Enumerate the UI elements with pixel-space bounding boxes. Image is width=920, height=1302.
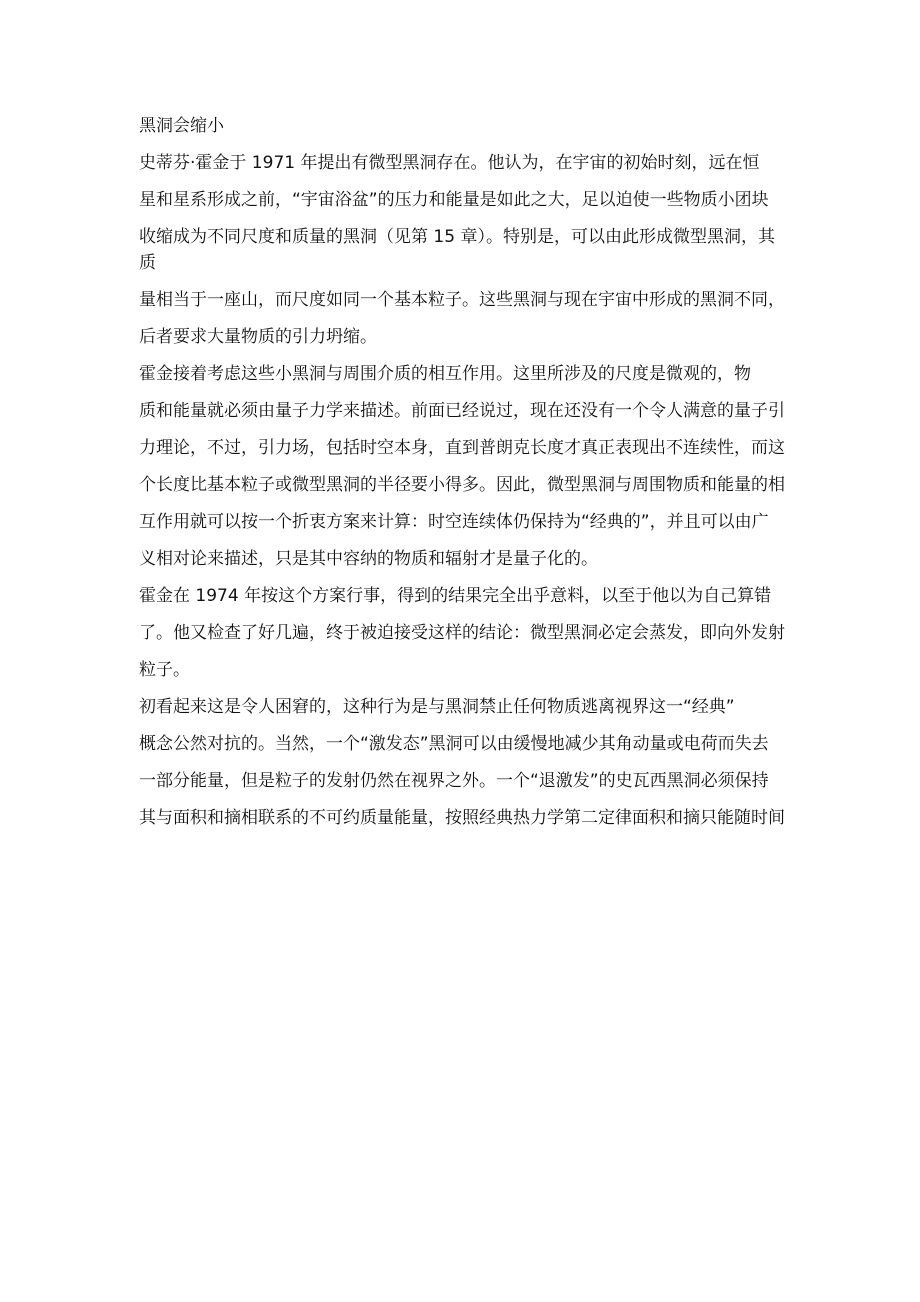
text-line: 概念公然对抗的。当然，一个“激发态”黑洞可以由缓慢地减少其角动量或电荷而失去 [139,734,769,754]
text-line: 霍金在 1974 年按这个方案行事，得到的结果完全出乎意料，以至于他以为自己算错 [139,586,772,606]
text-line: 霍金接着考虑这些小黑洞与周围介质的相互作用。这里所涉及的尺度是微观的，物 [139,364,751,384]
text-line: 初看起来这是令人困窘的，这种行为是与黑洞禁止任何物质逃离视界这一“经典” [139,697,735,717]
text-line: 力理论，不过，引力场，包括时空本身，直到普朗克长度才真正表现出不连续性，而这 [139,438,785,458]
text-line: 一部分能量，但是粒子的发射仍然在视界之外。一个“退激发”的史瓦西黑洞必须保持 [139,771,769,791]
text-line: 后者要求大量物质的引力坍缩。 [139,327,377,347]
text-line: 了。他又检查了好几遍，终于被迫接受这样的结论：微型黑洞必定会蒸发，即向外发射 [139,623,785,643]
text-line: 互作用就可以按一个折衷方案来计算：时空连续体仍保持为“经典的”，并且可以由广 [139,512,769,532]
text-line: 粒子。 [139,660,190,680]
text-line: 量相当于一座山，而尺度如同一个基本粒子。这些黑洞与现在宇宙中形成的黑洞不同， [139,290,785,310]
text-line: 史蒂芬·霍金于 1971 年提出有微型黑洞存在。他认为，在宇宙的初始时刻，远在恒 [139,153,760,173]
text-line: 个长度比基本粒子或微型黑洞的半径要小得多。因此，微型黑洞与周围物质和能量的相 [139,475,785,495]
text-line: 质和能量就必须由量子力学来描述。前面已经说过，现在还没有一个令人满意的量子引 [139,401,785,421]
text-line: 星和星系形成之前，“宇宙浴盆”的压力和能量是如此之大，足以迫使一些物质小团块 [139,190,769,210]
text-line: 义相对论来描述，只是其中容纳的物质和辐射才是量子化的。 [139,549,598,569]
text-line: 收缩成为不同尺度和质量的黑洞（见第 15 章）。特别是，可以由此形成微型黑洞，其质 [139,227,775,273]
body-text [139,113,789,842]
section-title: 黑洞会缩小 [139,116,224,136]
text-line: 其与面积和摘相联系的不可约质量能量，按照经典热力学第二定律面积和摘只能随时间 [139,808,785,828]
